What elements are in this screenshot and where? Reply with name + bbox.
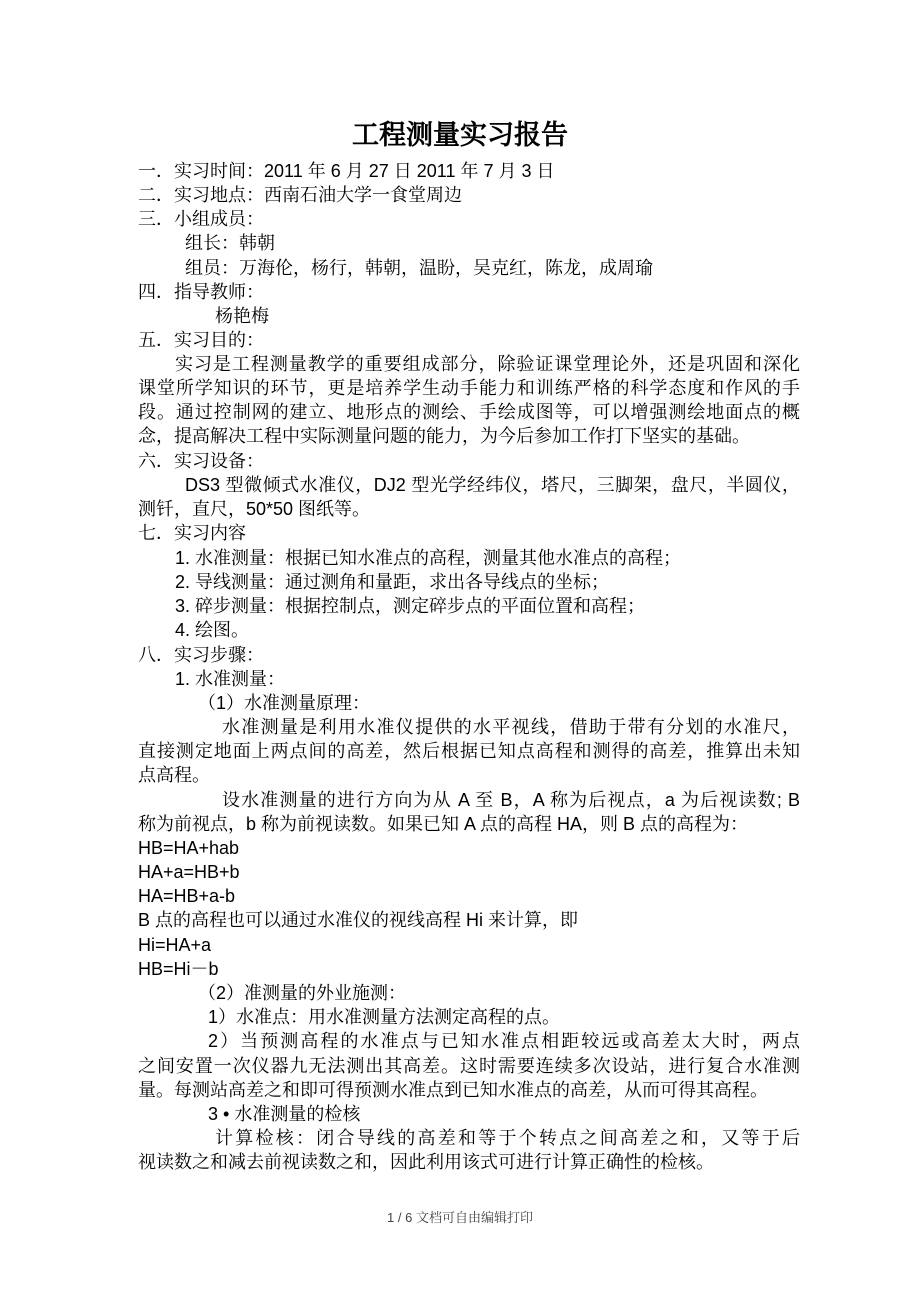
formula: HB=HA+hab [138, 838, 240, 858]
content-item: 2. 导线测量：通过测角和量距，求出各导线点的坐标； [175, 572, 610, 592]
content-item: 4. 绘图。 [175, 620, 250, 640]
equipment-line: 测钎，直尺，50*50 图纸等。 [138, 499, 371, 519]
group-leader: 组长：韩朝 [185, 233, 275, 253]
instructor-name: 杨艳梅 [215, 306, 269, 326]
content-item: 1. 水准测量：根据已知水准点的高程，测量其他水准点的高程； [175, 548, 682, 568]
paragraph-line: 1）水准点：用水准测量方法测定高程的点。 [208, 1007, 561, 1027]
subsection-heading: （1）水准测量原理： [198, 693, 371, 713]
paragraph-line: B 点的高程也可以通过水准仪的视线高程 Hi 来计算，即 [138, 910, 579, 930]
section-location: 二．实习地点：西南石油大学一食堂周边 [138, 185, 462, 205]
step-heading: 1. 水准测量： [175, 669, 286, 689]
formula: HA+a=HB+b [138, 862, 240, 882]
purpose-line: 念，提高解决工程中实际测量问题的能力，为今后参加工作打下坚实的基础。 [138, 426, 750, 446]
paragraph-line: 称为前视点，b 称为前视读数。如果已知 A 点的高程 HA，则 B 点的高程为： [138, 814, 749, 834]
formula: Hi=HA+a [138, 935, 212, 955]
paragraph-line: 点高程。 [138, 765, 210, 785]
paragraph-line: 量。每测站高差之和即可得预测水准点到已知水准点的高差，从而可得其高程。 [138, 1080, 768, 1100]
equipment-line: DS3 型微倾式水准仪，DJ2 型光学经纬仪，塔尺，三脚架，盘尺，半圆仪， [185, 475, 800, 495]
section-steps-heading: 八．实习步骤： [138, 645, 264, 665]
paragraph-line: 计算检核：闭合导线的高差和等于个转点之间高差之和，又等于后 [215, 1128, 800, 1148]
section-members-heading: 三．小组成员： [138, 209, 264, 229]
section-purpose-heading: 五．实习目的： [138, 330, 264, 350]
paragraph-line: 2）当预测高程的水准点与已知水准点相距较远或高差太大时，两点 [208, 1031, 800, 1051]
formula: HA=HB+a-b [138, 886, 236, 906]
purpose-line: 实习是工程测量教学的重要组成部分，除验证课堂理论外，还是巩固和深化 [175, 354, 800, 374]
paragraph-line: 设水准测量的进行方向为从 A 至 B，A 称为后视点，a 为后视读数; B [222, 790, 800, 810]
page-footer: 1 / 6 文档可自由编辑打印 [387, 1210, 533, 1225]
paragraph-line: 之间安置一次仪器九无法测出其高差。这时需要连续多次设站，进行复合水准测 [138, 1056, 800, 1076]
purpose-line: 段。通过控制网的建立、地形点的测绘、手绘成图等，可以增强测绘地面点的概 [138, 402, 800, 422]
paragraph-line: 水准测量是利用水准仪提供的水平视线，借助于带有分划的水准尺， [222, 717, 800, 737]
formula: HB=Hi－b [138, 959, 219, 979]
document-title: 工程测量实习报告 [352, 120, 568, 150]
section-content-heading: 七．实习内容 [138, 523, 246, 543]
subsection-heading: 3 • 水准测量的检核 [208, 1104, 361, 1124]
section-instructor-heading: 四．指导教师： [138, 282, 264, 302]
group-members: 组员：万海伦，杨行，韩朝，温盼，吴克红，陈龙，成周瑜 [185, 258, 653, 278]
paragraph-line: 直接测定地面上两点间的高差，然后根据已知点高程和测得的高差，推算出未知 [138, 741, 800, 761]
subsection-heading: （2）准测量的外业施测： [198, 983, 407, 1003]
content-item: 3. 碎步测量：根据控制点，测定碎步点的平面位置和高程； [175, 596, 646, 616]
section-time: 一．实习时间：2011 年 6 月 27 日 2011 年 7 月 3 日 [138, 161, 555, 181]
section-equipment-heading: 六．实习设备： [138, 451, 264, 471]
paragraph-line: 视读数之和减去前视读数之和，因此利用该式可进行计算正确性的检核。 [138, 1152, 714, 1172]
purpose-line: 课堂所学知识的环节，更是培养学生动手能力和训练严格的科学态度和作风的手 [138, 378, 800, 398]
